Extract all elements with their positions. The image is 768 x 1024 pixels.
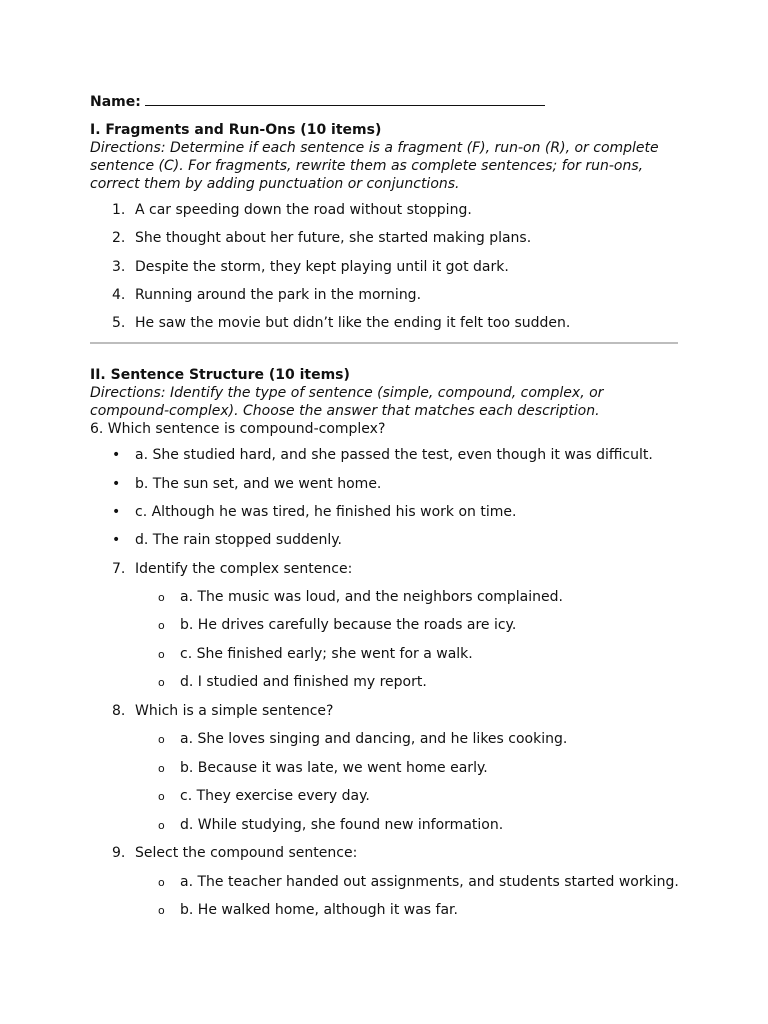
question-7-options [90,588,680,692]
answer-option [90,901,680,919]
bullet-icon: • [112,504,121,521]
circle-bullet-icon: o [158,590,165,604]
question-9-prompt [90,844,680,862]
question-text: Identify the complex sentence: [135,560,353,577]
bullet-icon: • [112,532,121,549]
circle-bullet-icon: o [158,733,165,747]
option-text: d. The rain stopped suddenly. [135,532,342,549]
option-text: a. The music was loud, and the neighbors complained. [180,588,563,605]
list-item [90,229,680,247]
option-text: b. Because it was late, we went home early. [180,759,488,776]
item-text: She thought about her future, she started making plans. [135,230,532,247]
question-8-prompt [90,702,680,720]
option-text: c. Although he was tired, he finished his work on time. [135,504,517,521]
section1-title: I. Fragments and Run-Ons (10 items) [90,122,382,138]
answer-option [90,503,680,521]
list-item [90,286,680,304]
name-blank-line [145,91,545,106]
question-number: 7. [112,560,126,577]
list-item [90,258,680,276]
option-text: a. The teacher handed out assignments, and students started working. [180,873,679,890]
circle-bullet-icon: o [158,875,165,889]
question-8-options [90,730,680,834]
option-text: c. She finished early; she went for a walk. [180,645,473,662]
section1-directions: Directions: Determine if each sentence is a fragment (F), run-on (R), or complete sentence (C). For fragments, rewrite them as complete sentences; for run-ons, correct them by adding punctuation or conjunctions. [90,140,659,192]
bullet-icon: • [112,475,121,492]
answer-option [90,616,680,634]
answer-option [90,730,680,748]
answer-option [90,446,680,464]
question-6-options [90,446,680,549]
answer-option [90,531,680,549]
list-item [90,201,680,219]
circle-bullet-icon: o [158,619,165,633]
option-text: b. He walked home, although it was far. [180,902,458,919]
item-number: 2. [112,230,126,247]
option-text: a. She studied hard, and she passed the test, even though it was difficult. [135,447,653,464]
item-number: 3. [112,258,126,275]
answer-option [90,759,680,777]
question-text: Which is a simple sentence? [135,702,334,719]
answer-option [90,475,680,493]
section-divider [90,342,678,344]
option-text: b. He drives carefully because the roads are icy. [180,617,517,634]
option-text: a. She loves singing and dancing, and he likes cooking. [180,731,568,748]
circle-bullet-icon: o [158,790,165,804]
name-field-row [90,91,680,111]
answer-option [90,816,680,834]
worksheet-page [90,91,680,930]
section1-item-list [90,201,680,332]
item-text: Running around the park in the morning. [135,286,422,303]
item-text: Despite the storm, they kept playing until it got dark. [135,258,509,275]
bullet-icon: • [112,447,121,464]
question-number: 9. [112,845,126,862]
answer-option [90,588,680,606]
question-6-prompt: 6. Which sentence is compound-complex? [90,421,386,438]
item-number: 1. [112,202,126,218]
item-number: 5. [112,315,126,332]
option-text: d. While studying, she found new information. [180,816,504,833]
answer-option [90,673,680,691]
name-label: Name: [90,94,141,110]
option-text: b. The sun set, and we went home. [135,475,382,492]
list-item [90,314,680,332]
item-number: 4. [112,286,126,303]
circle-bullet-icon: o [158,647,165,661]
question-9-options [90,873,680,920]
answer-option [90,873,680,891]
item-text: He saw the movie but didn’t like the ending it felt too sudden. [135,315,571,332]
section2-directions: Directions: Identify the type of sentence (simple, compound, complex, or compound-complex). Choose the answer that matches each description. [90,385,604,420]
answer-option [90,787,680,805]
answer-option [90,645,680,663]
circle-bullet-icon: o [158,904,165,918]
section2-title: II. Sentence Structure (10 items) [90,367,350,384]
question-7-prompt [90,560,680,578]
question-text: Select the compound sentence: [135,845,358,862]
item-text: A car speeding down the road without stopping. [135,202,472,218]
circle-bullet-icon: o [158,761,165,775]
question-number: 8. [112,702,126,719]
circle-bullet-icon: o [158,676,165,690]
circle-bullet-icon: o [158,818,165,832]
option-text: d. I studied and finished my report. [180,674,427,691]
option-text: c. They exercise every day. [180,788,370,805]
